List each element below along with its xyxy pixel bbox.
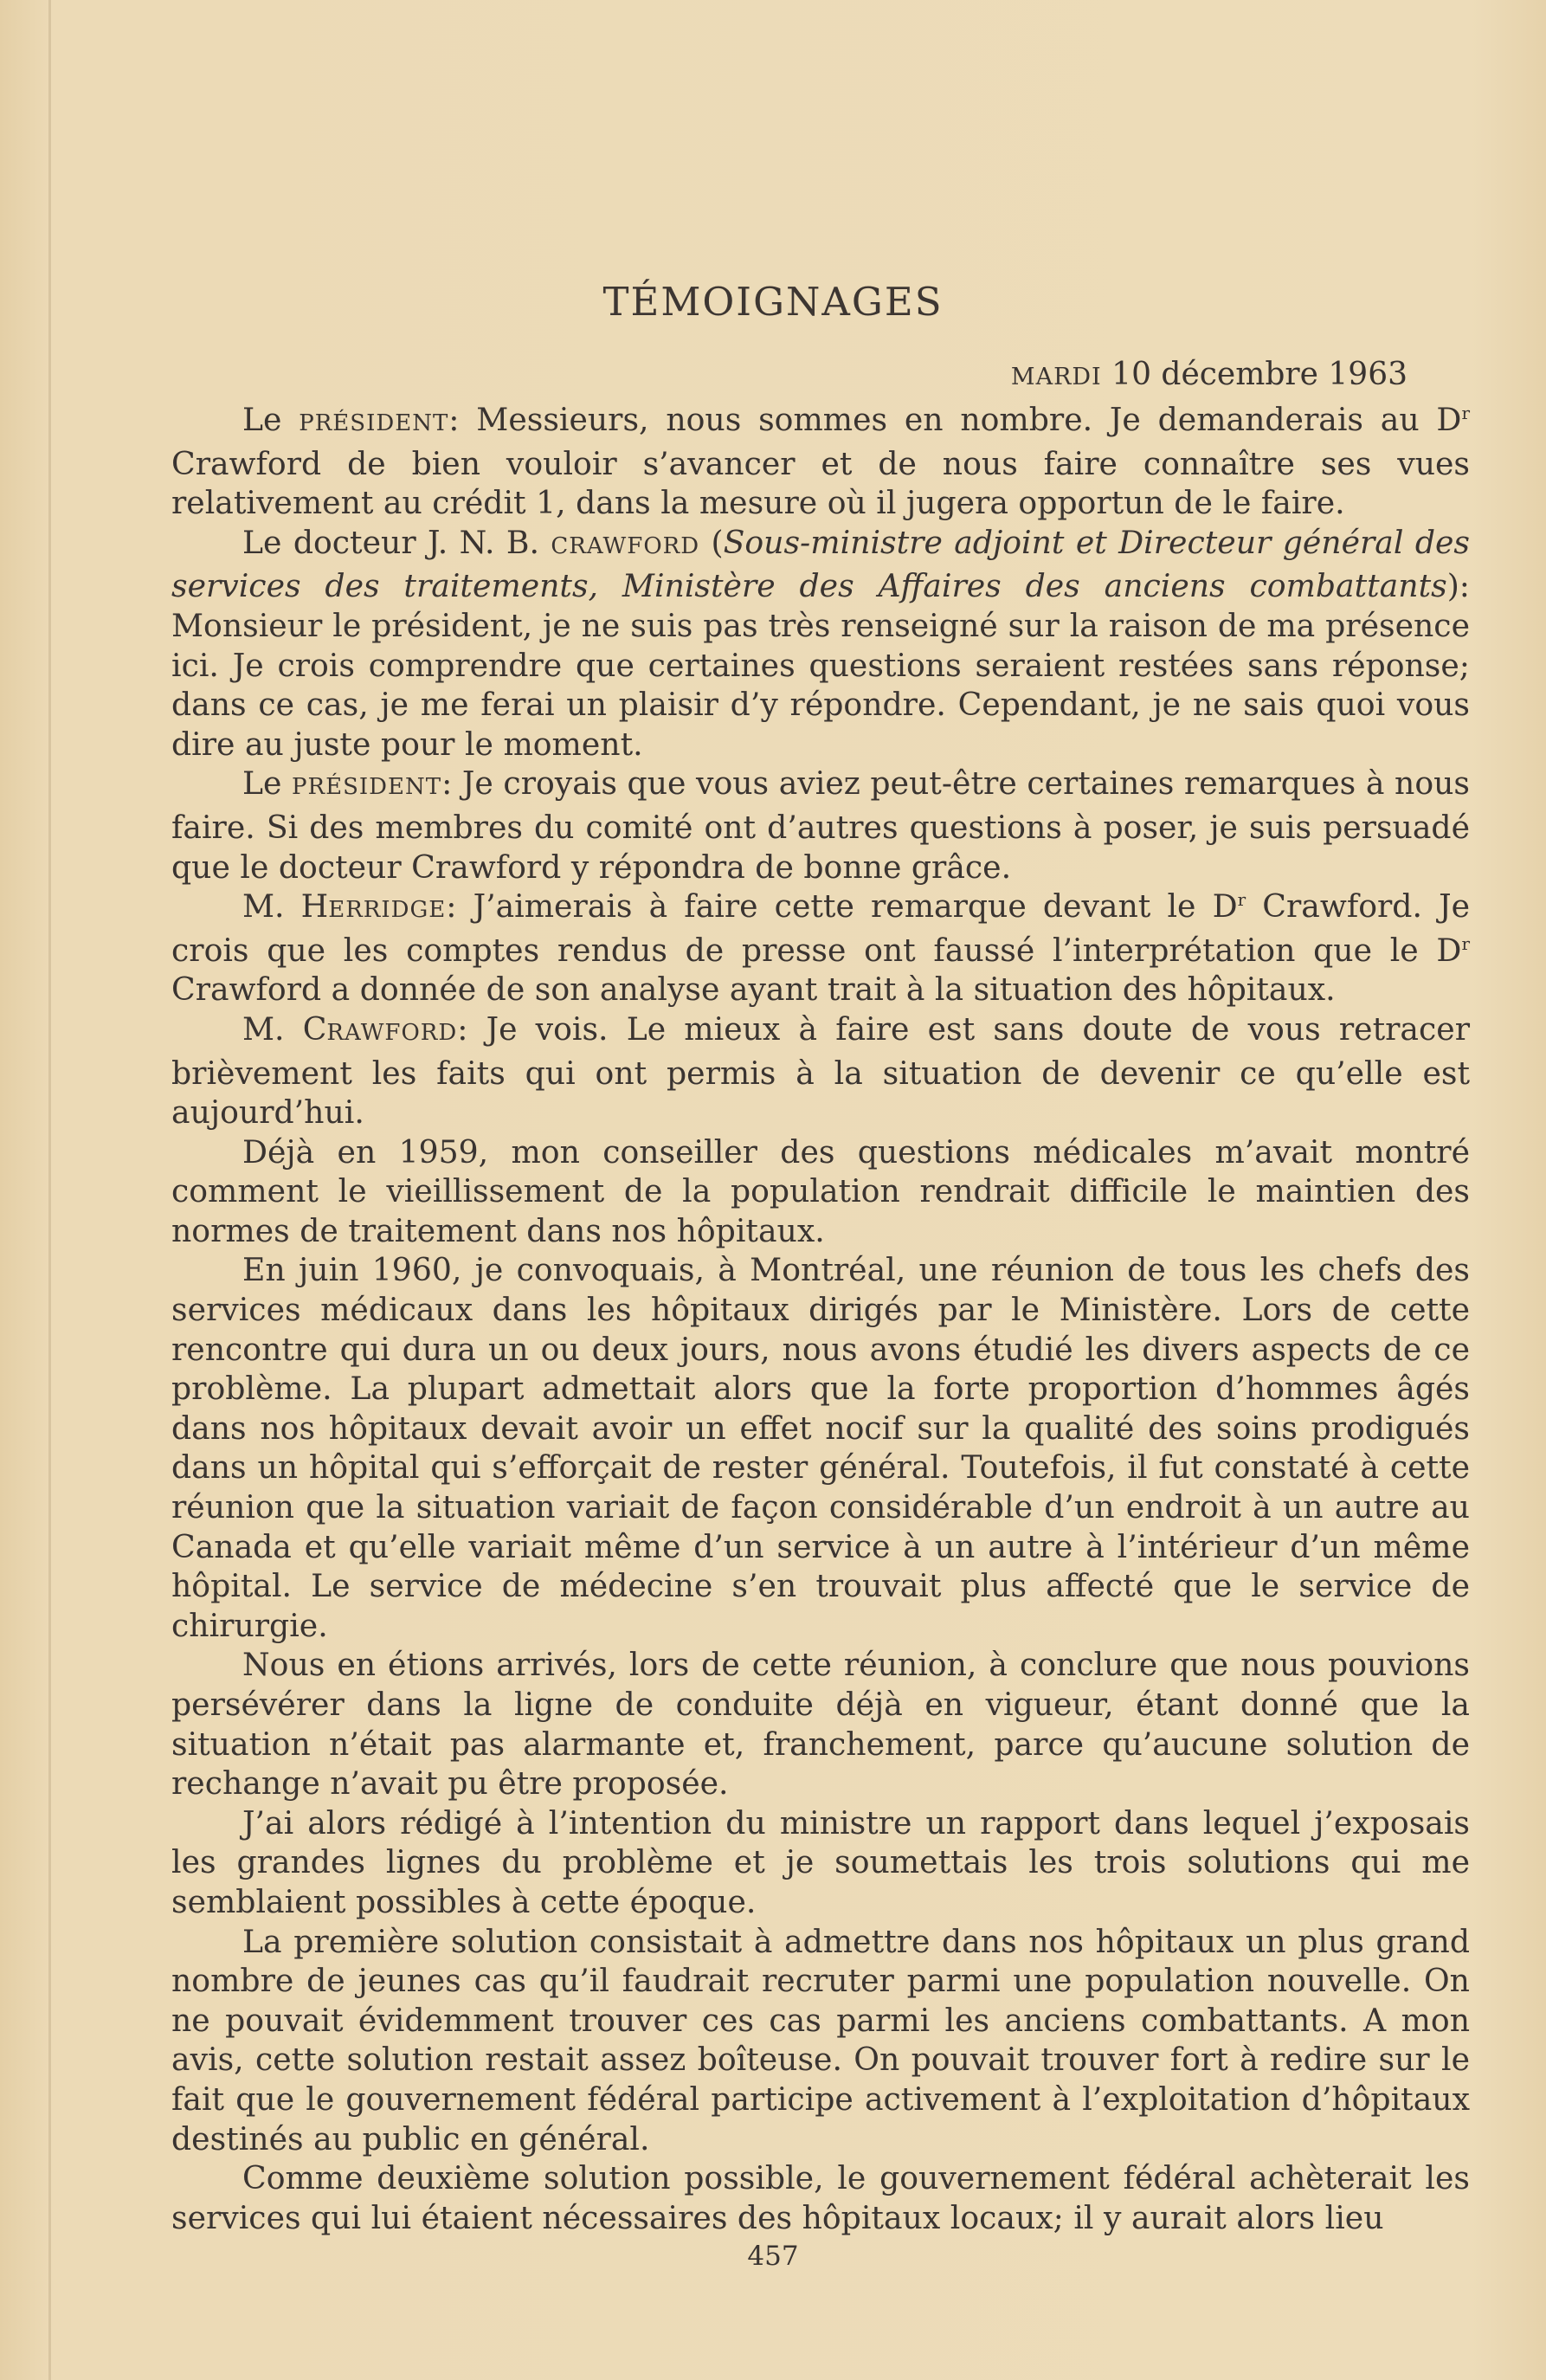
superscript: r bbox=[1461, 402, 1471, 423]
page-number: 457 bbox=[747, 2241, 799, 2272]
paren-open: ( bbox=[699, 523, 724, 561]
dateline-date: 10 décembre 1963 bbox=[1111, 357, 1408, 392]
paragraph-text: Crawford. Je crois que les comptes rendus de presse ont faussé l’interprétation que le D bbox=[171, 887, 1471, 969]
speaker-name: PRÉSIDENT bbox=[299, 410, 449, 436]
speaker-prefix: M. H bbox=[242, 887, 329, 926]
speaker-prefix: Le bbox=[242, 401, 300, 438]
paragraph-7: En juin 1960, je convoquais, à Montréal, une réunion de tous les chefs des services médicaux dans les hôpitaux dirigés par le Ministère. Lors de cette rencontre qui dura un ou deux jours, nous avons étudié les divers aspects de ce problème. La plupart admettait alors que la forte proportion d’hommes âgés dans nos hôpitaux devait avoir un effet nocif sur la qualité des soins prodigués dans un hôpital qui s’efforçait de rester général. Toutefois, il fut constaté à cette réunion que la situation variait de façon considérable d’un endroit à un autre au Canada et qu’elle variait même d’un service à un autre à l’intérieur d’un même hôpital. Le service de médecine s’en trouvait plus affecté que le service de chirurgie. bbox=[171, 1251, 1470, 1644]
speaker-colon: : bbox=[448, 401, 477, 438]
speaker-name: PRÉSIDENT bbox=[292, 774, 442, 801]
paragraph-text: Monsieur le président, je ne suis pas très renseigné sur la raison de ma présence ici. Je crois comprendre que certaines questions seraient restées sans réponse; dans ce cas, je me ferai un plaisir d’y répondre. Cependant, je ne sais quoi vous dire au juste pour le moment. bbox=[171, 606, 1470, 763]
paragraph-8: Nous en étions arrivés, lors de cette réunion, à conclure que nous pouvions persévérer dans la ligne de conduite déjà en vigueur, étant donné que la situation n’était pas alarmante et, franchement, parce qu’aucune solution de rechange n’avait pu être proposée. bbox=[171, 1646, 1470, 1803]
speaker-prefix: M. C bbox=[242, 1009, 327, 1048]
binding-edge bbox=[48, 0, 51, 2380]
speaker-colon: : bbox=[441, 764, 462, 803]
speaker-title: Sous-ministre adjoint et Directeur général des services des traitements, Ministère des Affaires des anciens combattants bbox=[171, 523, 1470, 605]
paragraph-10: La première solution consistait à admettre dans nos hôpitaux un plus grand nombre de jeunes cas qu’il faudrait recruter parmi une population nouvelle. On ne pouvait évidemment trouver ces cas parmi les anciens combattants. A mon avis, cette solution restait assez boîteuse. On pouvait trouver fort à redire sur le fait que le gouvernement fédéral participe activement à l’exploitation d’hôpitaux destinés au public en général. bbox=[171, 1922, 1470, 2157]
superscript: r bbox=[1237, 889, 1246, 911]
body-text bbox=[171, 400, 1470, 2237]
paragraph-text: Crawford de bien vouloir s’avancer et de nous faire connaître ses vues relativement au crédit 1, dans la mesure où il jugera opportun de le faire. bbox=[171, 444, 1470, 522]
paragraph-text: Messieurs, nous sommes en nombre. Je demanderais au D bbox=[476, 401, 1462, 438]
paragraph-5 bbox=[171, 1009, 1470, 1132]
paragraph-3 bbox=[171, 764, 1470, 887]
speaker-prefix: Le bbox=[242, 764, 293, 803]
paragraph-9: J’ai alors rédigé à l’intention du ministre un rapport dans lequel j’exposais les grandes lignes du problème et je soumettais les trois solutions qui me semblaient possibles à cette époque. bbox=[171, 1803, 1470, 1920]
speaker-name: CRAWFORD bbox=[551, 532, 700, 559]
paren-close: ): bbox=[1446, 567, 1470, 605]
paragraph-text: Je croyais que vous aviez peut-être certaines remarques à nous faire. Si des membres du comité ont d’autres questions à poser, je suis persuadé que le docteur Crawford y répondra de bonne grâce. bbox=[171, 764, 1470, 886]
dateline-weekday: MARDI bbox=[1010, 364, 1102, 390]
paragraph-text: Crawford a donnée de son analyse ayant trait à la situation des hôpitaux. bbox=[171, 971, 1336, 1009]
paragraph-11: Comme deuxième solution possible, le gouvernement fédéral achèterait les services qui lui étaient nécessaires des hôpitaux locaux; il y aurait alors lieu bbox=[171, 2159, 1470, 2236]
speaker-prefix: Le docteur J. N. B. bbox=[242, 523, 551, 561]
paragraph-4 bbox=[171, 887, 1470, 1009]
speaker-colon: : bbox=[457, 1009, 486, 1048]
superscript: r bbox=[1461, 932, 1470, 954]
speaker-name: ERRIDGE bbox=[328, 897, 447, 924]
paragraph-text: J’aimerais à faire cette remarque devant le D bbox=[473, 887, 1238, 926]
speaker-name: RAWFORD bbox=[326, 1019, 458, 1046]
page-title: TÉMOIGNAGES bbox=[602, 279, 944, 325]
dateline bbox=[1011, 357, 1408, 392]
speaker-colon: : bbox=[446, 887, 473, 926]
paragraph-1 bbox=[171, 400, 1470, 523]
paragraph-6: Déjà en 1959, mon conseiller des questions médicales m’avait montré comment le vieillissement de la population rendrait difficile le maintien des normes de traitement dans nos hôpitaux. bbox=[171, 1132, 1470, 1249]
paragraph-2 bbox=[171, 523, 1470, 764]
paragraph-text: Je vois. Le mieux à faire est sans doute de vous retracer brièvement les faits qui ont permis à la situation de devenir ce qu’elle est aujourd’hui. bbox=[171, 1009, 1470, 1132]
